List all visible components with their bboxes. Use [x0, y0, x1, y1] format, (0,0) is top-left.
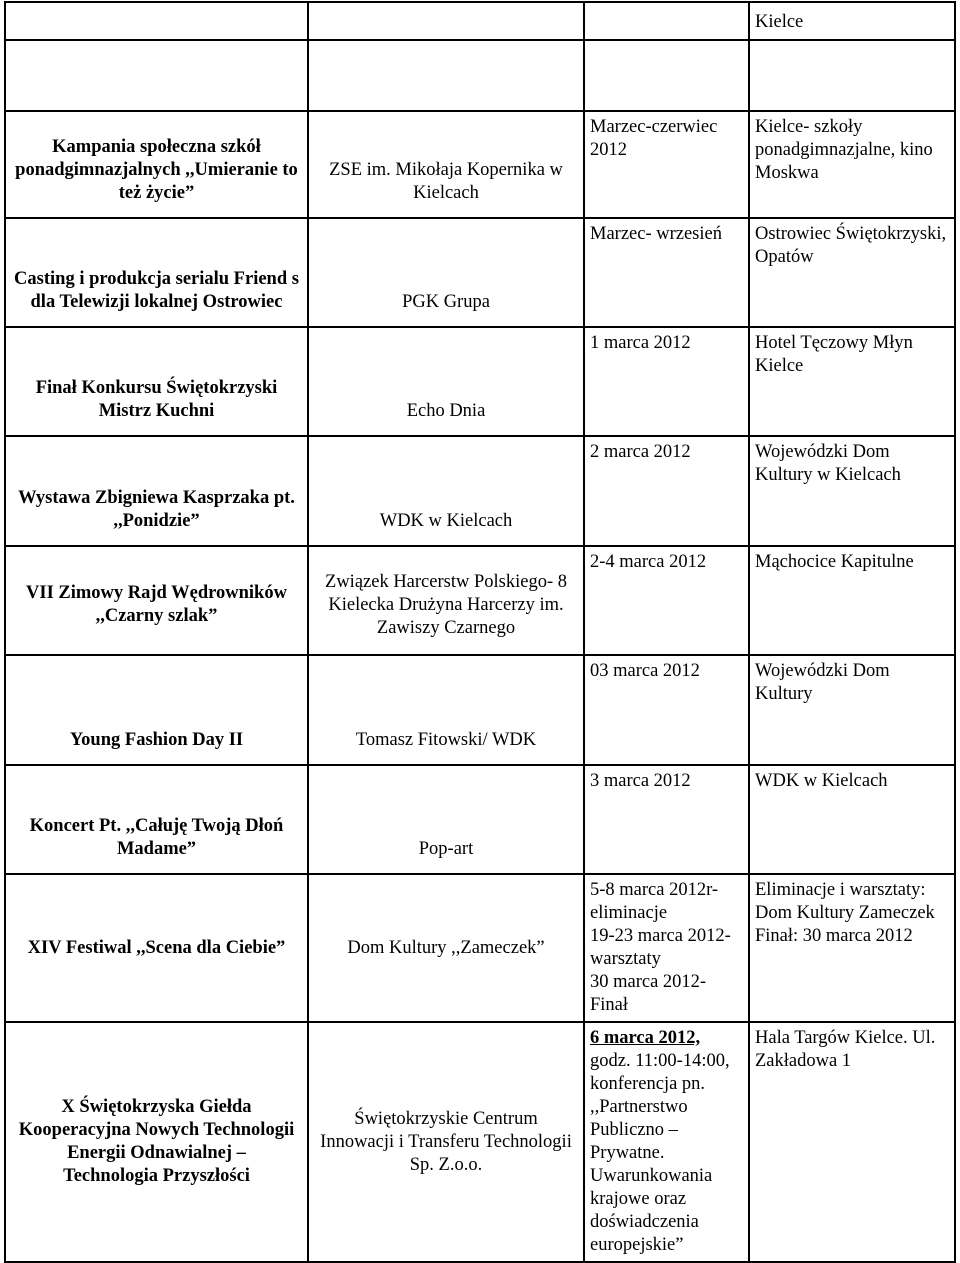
event-place: Hotel Tęczowy Młyn Kielce — [749, 327, 955, 436]
organizer: WDK w Kielcach — [308, 436, 584, 546]
event-name-line: ,,Czarny szlak” — [95, 606, 218, 626]
event-name — [5, 546, 308, 655]
event-name: XIV Festiwal ,,Scena dla Ciebie” — [5, 874, 308, 1022]
event-name: Koncert Pt. ,,Całuję Twoją Dłoń Madame” — [5, 765, 308, 874]
event-name-line: Wystawa Zbigniewa Kasprzaka pt. — [18, 488, 295, 508]
event-date: 1 marca 2012 — [584, 327, 749, 436]
table-row — [5, 218, 955, 327]
event-date: 2 marca 2012 — [584, 436, 749, 546]
organizer: PGK Grupa — [308, 218, 584, 327]
organizer: ZSE im. Mikołaja Kopernika w Kielcach — [308, 111, 584, 218]
organizer: Echo Dnia — [308, 327, 584, 436]
organizer: Związek Harcerstw Polskiego- 8 Kielecka Drużyna Harcerzy im. Zawiszy Czarnego — [308, 546, 584, 655]
event-date: Marzec- wrzesień — [584, 218, 749, 327]
table-header-row — [5, 2, 955, 40]
organizer: Dom Kultury ,,Zameczek” — [308, 874, 584, 1022]
table-row — [5, 874, 955, 1022]
event-place: Eliminacje i warsztaty: Dom Kultury Zameczek Finał: 30 marca 2012 — [749, 874, 955, 1022]
table-row — [5, 1022, 955, 1262]
event-name: Kampania społeczna szkół ponadgimnazjalnych ,,Umieranie to też życie” — [5, 111, 308, 218]
organizer: Pop-art — [308, 765, 584, 874]
event-place: Wojewódzki Dom Kultury — [749, 655, 955, 765]
event-place: Ostrowiec Świętokrzyski, Opatów — [749, 218, 955, 327]
events-table — [4, 1, 956, 1263]
event-name — [5, 436, 308, 546]
event-name: Finał Konkursu Świętokrzyski Mistrz Kuchni — [5, 327, 308, 436]
event-place: Wojewódzki Dom Kultury w Kielcach — [749, 436, 955, 546]
header-city: Kielce — [755, 12, 804, 32]
empty-cell — [308, 2, 584, 40]
empty-cell — [584, 2, 749, 40]
organizer: Tomasz Fitowski/ WDK — [308, 655, 584, 765]
table-row — [5, 111, 955, 218]
event-place: Mąchocice Kapitulne — [749, 546, 955, 655]
event-name-line: VII Zimowy Rajd Wędrowników — [26, 583, 287, 603]
table-row — [5, 546, 955, 655]
event-date: 2-4 marca 2012 — [584, 546, 749, 655]
event-place: WDK w Kielcach — [749, 765, 955, 874]
header-city-cell — [749, 2, 955, 40]
event-name: Young Fashion Day II — [5, 655, 308, 765]
event-date: 3 marca 2012 — [584, 765, 749, 874]
event-date: 6 marca 2012, godz. 11:00-14:00, konferencja pn. ,,Partnerstwo Publiczno – Prywatne. Uwarunkowania krajowe oraz doświadczenia europejskie” — [584, 1022, 749, 1262]
event-date-bold: 6 marca 2012, — [590, 1028, 701, 1048]
event-date: 5-8 marca 2012r- eliminacje 19-23 marca 2012- warsztaty 30 marca 2012- Finał — [584, 874, 749, 1022]
event-name-line: ,,Ponidzie” — [113, 511, 200, 531]
event-date: Marzec-czerwiec 2012 — [584, 111, 749, 218]
table-row-spacer — [5, 40, 955, 111]
table-row — [5, 655, 955, 765]
empty-cell — [5, 2, 308, 40]
organizer: Świętokrzyskie Centrum Innowacji i Transferu Technologii Sp. Z.o.o. — [308, 1022, 584, 1262]
table-row — [5, 327, 955, 436]
event-name: X Świętokrzyska Giełda Kooperacyjna Nowych Technologii Energii Odnawialnej – Technologia Przyszłości — [5, 1022, 308, 1262]
event-place: Kielce- szkoły ponadgimnazjalne, kino Moskwa — [749, 111, 955, 218]
table-row — [5, 765, 955, 874]
event-date: 03 marca 2012 — [584, 655, 749, 765]
event-place: Hala Targów Kielce. Ul. Zakładowa 1 — [749, 1022, 955, 1262]
table-row — [5, 436, 955, 546]
event-name: Casting i produkcja serialu Friend s dla Telewizji lokalnej Ostrowiec — [5, 218, 308, 327]
